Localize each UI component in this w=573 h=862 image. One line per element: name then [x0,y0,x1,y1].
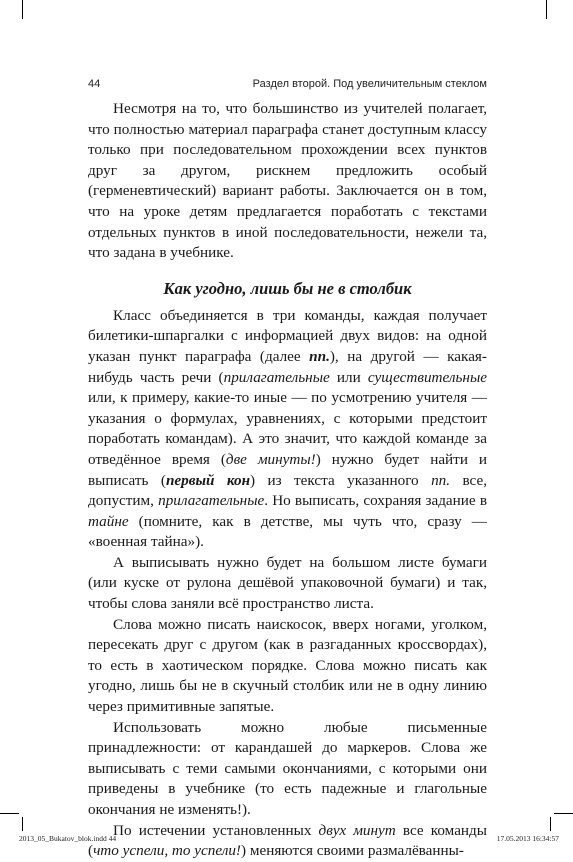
paragraph-3: А выписывать нужно будет на большом листе бумаги (или куске от рулона дешёвой упаковочной бумаги) и так, чтобы слова заняли всё пространство листа. [88,553,487,613]
section-title: Раздел второй. Под увеличительным стеклом [252,78,487,90]
crop-mark-top-right [546,0,547,19]
paragraph-6: По истечении установленных двух минут все команды (что успели, то успели!) меняются своими размалёванны- [88,821,487,860]
paragraph-5: Использовать можно любые письменные принадлежности: от карандашей до маркеров. Слова же выписывать с теми самыми окончаниями, с которыми они приведены в учебнике (то есть падежные и глагольные окончания не изменять!). [88,718,487,818]
crop-mark-bottom-right-v [550,817,551,831]
paragraph-1: Несмотря на то, что большинство из учителей полагает, что полностью материал параграфа станет доступным классу только при последовательном прохождении всех пунктов друг за другом, рискнем предложить особый (герменевтический) вариант работы. Заключается он в том, что на уроке детям предлагается поработать с текстами отдельных пунктов в иной последовательности, нежели та, что задана в учебнике. [88,100,487,262]
slug-datetime: 17.05.2013 16:34:57 [496,834,559,843]
crop-mark-top-left [22,0,23,19]
crop-mark-bottom-left-v [22,817,23,831]
page-body [88,99,487,862]
page-number: 44 [88,78,101,90]
paragraph-2: Класс объединяется в три команды, каждая получает билетики-шпаргалки с информацией двух видов: на одной указан пункт параграфа (далее пп.), на другой — какая-нибудь часть речи (прилагательные или существительные или, к примеру, какие-то иные — по усмотрению учителя — указания о формулах, уравнениях, с которыми предстоит поработать командам). А это значит, что каждой команде за отведённое время (две минуты!) нужно будет найти и выписать (первый кон) из текста указанного пп. все, допустим, прилагательные. Но выписать, сохраняя задание в тайне (помните, как в детстве, мы чуть что, сразу — «военная тайна»). [88,306,488,551]
crop-mark-bottom-left [0,813,19,814]
section-heading: Как угодно, лишь бы не в столбик [163,278,412,298]
crop-mark-bottom-right [554,813,573,814]
slug-filename: 2013_05_Bukatov_blok.indd 44 [19,834,117,843]
paragraph-4: Слова можно писать наискосок, вверх ногами, уголком, пересекать друг с другом (как в разгаданных кроссвордах), то есть в хаотическом порядке. Слова можно писать как угодно, лишь бы не в скучный столбик или не в одну линию через примитивные запятые. [88,615,487,716]
